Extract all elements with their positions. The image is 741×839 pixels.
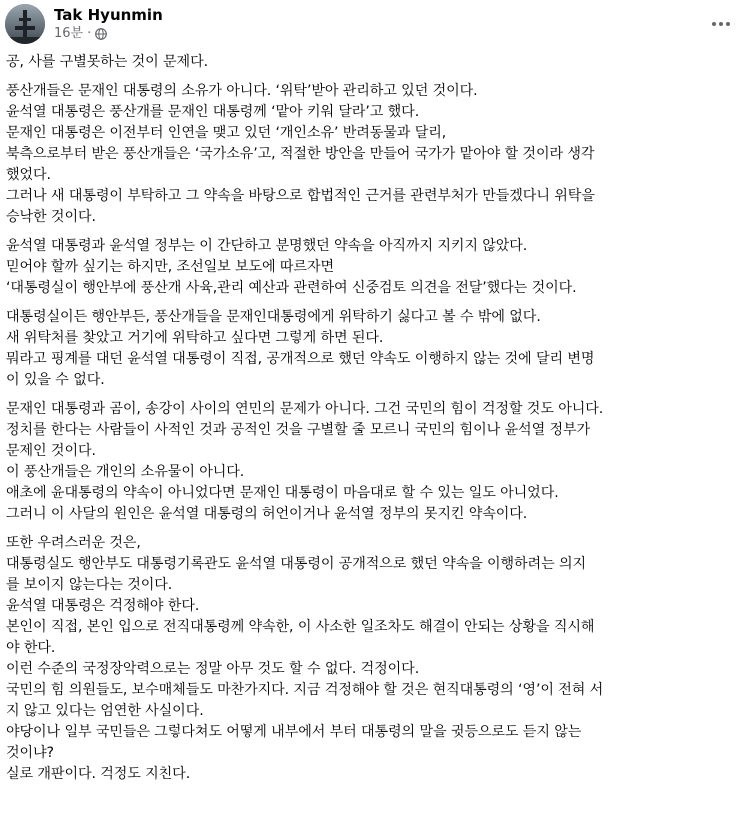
post-text-line: 이 있을 수 없다. (6, 372, 105, 388)
post-text-line: 국민의 힘 의원들도, 보수매체들도 마찬가지다. 지금 걱정해야 할 것은 현직대통령의 ‘영’이 전혀 서 (6, 682, 604, 698)
post-paragraph (6, 52, 738, 73)
post-text-line: 그러나 새 대통령이 부탁하고 그 약속을 바탕으로 합법적인 근거를 관련부처가 만들겠다니 위탁을 (6, 188, 595, 204)
post-paragraph (6, 81, 738, 228)
post-text-line: 윤석열 대통령과 윤석열 정부는 이 간단하고 분명했던 약속을 아직까지 지키지 않았다. (6, 238, 528, 254)
post-text-line: 승낙한 것이다. (6, 209, 96, 225)
post-text-line: 이 풍산개들은 개인의 소유물이 아니다. (6, 464, 245, 480)
post-timestamp[interactable]: 16분 (54, 26, 84, 41)
post-text-line: 또한 우려스러운 것은, (6, 535, 141, 551)
post-text-line: 정치를 한다는 사람들이 사적인 것과 공적인 것을 구별할 줄 모르니 국민의 힘이나 윤석열 정부가 (6, 422, 591, 438)
post-body (6, 52, 738, 793)
post-text-line: 풍산개들은 문재인 대통령의 소유가 아니다. ‘위탁’받아 관리하고 있던 것이다. (6, 83, 478, 99)
post-paragraph (6, 399, 738, 525)
meta-separator: · (87, 26, 92, 41)
post-text-line: 문제인 것이다. (6, 443, 96, 459)
post-text-line: 야 한다. (6, 640, 56, 656)
post-text-line: 대통령실이든 행안부든, 풍산개들을 문재인대통령에게 위탁하기 싫다고 볼 수 밖에 없다. (6, 309, 541, 325)
post-paragraph (6, 236, 738, 299)
more-options-icon[interactable] (707, 10, 735, 38)
author-name[interactable]: Tak Hyunmin (54, 6, 163, 24)
post-paragraph (6, 533, 738, 785)
post-text-line: 문재인 대통령은 이전부터 인연을 맺고 있던 ‘개인소유’ 반려동물과 달리, (6, 125, 447, 141)
post-paragraph (6, 307, 738, 391)
post-text-line: 대통령실도 행안부도 대통령기록관도 윤석열 대통령이 공개적으로 했던 약속을 이행하려는 의지 (6, 556, 586, 572)
post-text-line: 새 위탁처를 찾았고 거기에 위탁하고 싶다면 그렇게 하면 된다. (6, 330, 384, 346)
post-text-line: 를 보이지 않는다는 것이다. (6, 577, 173, 593)
post-text-line: 문재인 대통령과 곰이, 송강이 사이의 연민의 문제가 아니다. 그건 국민의 힘이 걱정할 것도 아니다. (6, 401, 604, 417)
post-text-line: 북측으로부터 받은 풍산개들은 ‘국가소유’고, 적절한 방안을 만들어 국가가 맡아야 할 것이라 생각 (6, 146, 595, 162)
post-text-line: 이런 수준의 국정장악력으로는 정말 아무 것도 할 수 없다. 걱정이다. (6, 661, 420, 677)
post-text-line: 애초에 윤대통령의 약속이 아니었다면 문재인 대통령이 마음대로 할 수 있는 일도 아니었다. (6, 485, 559, 501)
globe-icon[interactable] (95, 28, 107, 40)
post-text-line: 윤석열 대통령은 걱정해야 한다. (6, 598, 200, 614)
post-text-line: 것이냐? (6, 745, 54, 761)
post-text-line: 그러니 이 사달의 원인은 윤석열 대통령의 허언이거나 윤석열 정부의 못지킨 약속이다. (6, 506, 528, 522)
avatar[interactable] (5, 4, 45, 44)
post-meta (54, 25, 107, 43)
post-text-line: 했었다. (6, 167, 51, 183)
post-text-line: 야당이나 일부 국민들은 그렇다쳐도 어떻게 내부에서 부터 대통령의 말을 귓등으로도 듣지 않는 (6, 724, 582, 740)
post-text-line: 믿어야 할까 싶기는 하지만, 조선일보 보도에 따르자면 (6, 259, 334, 275)
post-text-line: 지 않고 있다는 엄연한 사실이다. (6, 703, 204, 719)
post-text-line: 실로 개판이다. 걱정도 지친다. (6, 766, 191, 782)
post-header (5, 4, 741, 44)
post-text-line: ‘대통령실이 행안부에 풍산개 사육,관리 예산과 관련하여 신중검토 의견을 전달’했다는 것이다. (6, 280, 577, 296)
post-text-line: 본인이 직접, 본인 입으로 전직대통령께 약속한, 이 사소한 일조차도 해결이 안되는 상황을 직시해 (6, 619, 595, 635)
post-text-line: 윤석열 대통령은 풍산개를 문재인 대통령께 ‘맡아 키워 달라’고 했다. (6, 104, 420, 120)
post-text-line: 공, 사를 구별못하는 것이 문제다. (6, 54, 208, 70)
post-text-line: 뭐라고 핑계를 대던 윤석열 대통령이 직접, 공개적으로 했던 약속도 이행하지 않는 것에 달리 변명 (6, 351, 595, 367)
